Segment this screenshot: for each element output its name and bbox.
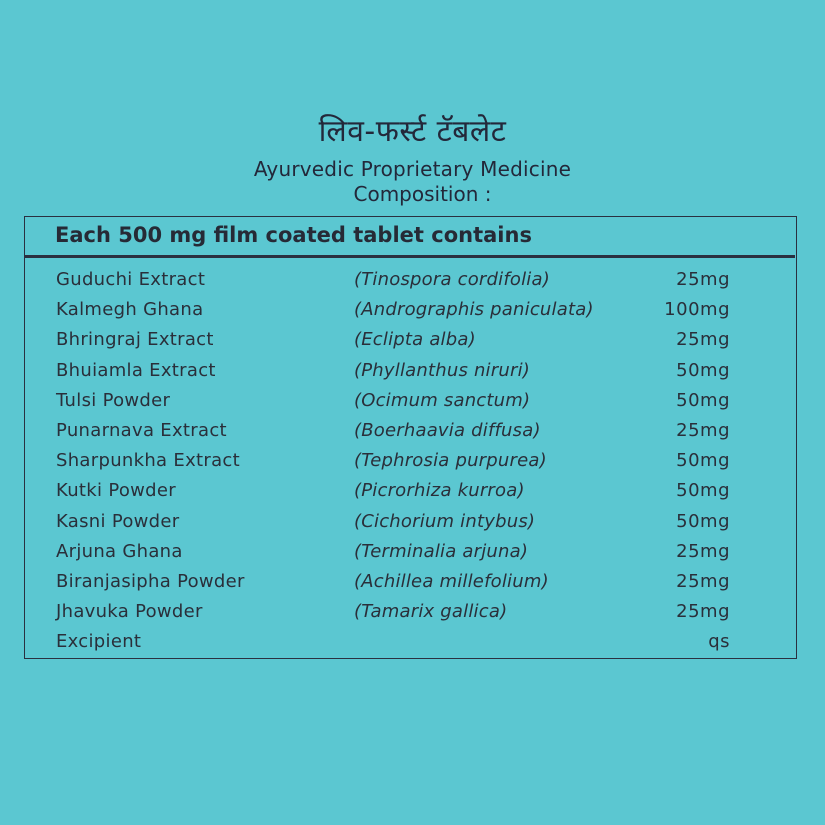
ingredient-quantity: 25mg <box>676 570 730 592</box>
product-title-hindi: लिव-फर्स्ट टॅबलेट <box>318 114 507 149</box>
table-heading: Each 500 mg film coated tablet contains <box>55 223 532 247</box>
ingredient-botanical: (Eclipta alba) <box>354 329 476 351</box>
ingredient-row <box>25 325 795 355</box>
ingredient-name: Sharpunkha Extract <box>56 450 240 472</box>
ingredient-botanical: (Tamarix gallica) <box>354 601 508 623</box>
ingredient-botanical: (Cichorium intybus) <box>354 510 536 532</box>
ingredient-name: Bhringraj Extract <box>56 329 214 351</box>
ingredient-quantity: 100mg <box>664 299 730 321</box>
ingredient-botanical: (Picrorhiza kurroa) <box>354 480 525 502</box>
ingredient-name: Tulsi Powder <box>56 389 171 411</box>
ingredient-row <box>25 416 795 446</box>
ingredient-botanical: (Tephrosia purpurea) <box>354 450 547 472</box>
ingredient-row <box>25 295 795 325</box>
ingredient-name: Guduchi Extract <box>56 269 206 290</box>
ingredient-name: Kalmegh Ghana <box>56 299 204 321</box>
ingredient-name: Kasni Powder <box>56 510 180 532</box>
ingredient-row <box>25 265 795 295</box>
ingredient-row <box>25 476 795 506</box>
ingredient-botanical: (Phyllanthus niruri) <box>354 359 530 381</box>
composition-label: Composition : <box>353 182 492 206</box>
ingredient-quantity: 25mg <box>676 329 730 351</box>
ingredient-row <box>25 507 795 537</box>
ingredient-botanical: (Boerhaavia diffusa) <box>354 419 541 441</box>
ingredient-quantity: 50mg <box>676 480 730 502</box>
heading-divider <box>25 255 795 258</box>
ingredient-row <box>25 356 795 386</box>
ingredient-name: Arjuna Ghana <box>56 540 183 562</box>
ingredient-name: Excipient <box>56 631 142 653</box>
ingredient-name: Biranjasipha Powder <box>56 570 245 592</box>
ingredient-quantity: 50mg <box>676 510 730 532</box>
ingredient-quantity: qs <box>708 631 730 653</box>
ingredient-row <box>25 386 795 416</box>
label-header <box>0 112 825 206</box>
ingredient-botanical: (Achillea millefolium) <box>354 570 549 592</box>
ingredient-name: Jhavuka Powder <box>56 601 203 623</box>
ingredient-name: Kutki Powder <box>56 480 176 502</box>
ingredient-botanical: (Andrographis paniculata) <box>354 299 594 321</box>
ingredient-botanical: (Terminalia arjuna) <box>354 540 529 562</box>
ingredient-row <box>25 627 795 657</box>
ingredient-name: Punarnava Extract <box>56 419 227 441</box>
ingredient-quantity: 25mg <box>676 540 730 562</box>
product-category: Ayurvedic Proprietary Medicine <box>253 157 572 181</box>
ingredient-row <box>25 597 795 627</box>
ingredient-botanical: (Tinospora cordifolia) <box>354 269 550 290</box>
ingredient-quantity: 25mg <box>676 269 730 290</box>
ingredient-name: Bhuiamla Extract <box>56 359 216 381</box>
ingredient-list <box>25 265 795 657</box>
ingredient-quantity: 25mg <box>676 419 730 441</box>
ingredient-row <box>25 567 795 597</box>
ingredient-quantity: 50mg <box>676 359 730 381</box>
ingredient-quantity: 50mg <box>676 389 730 411</box>
composition-table <box>24 216 797 659</box>
ingredient-row <box>25 537 795 567</box>
ingredient-botanical: (Ocimum sanctum) <box>354 389 531 411</box>
ingredient-row <box>25 446 795 476</box>
ingredient-quantity: 25mg <box>676 601 730 623</box>
ingredient-quantity: 50mg <box>676 450 730 472</box>
